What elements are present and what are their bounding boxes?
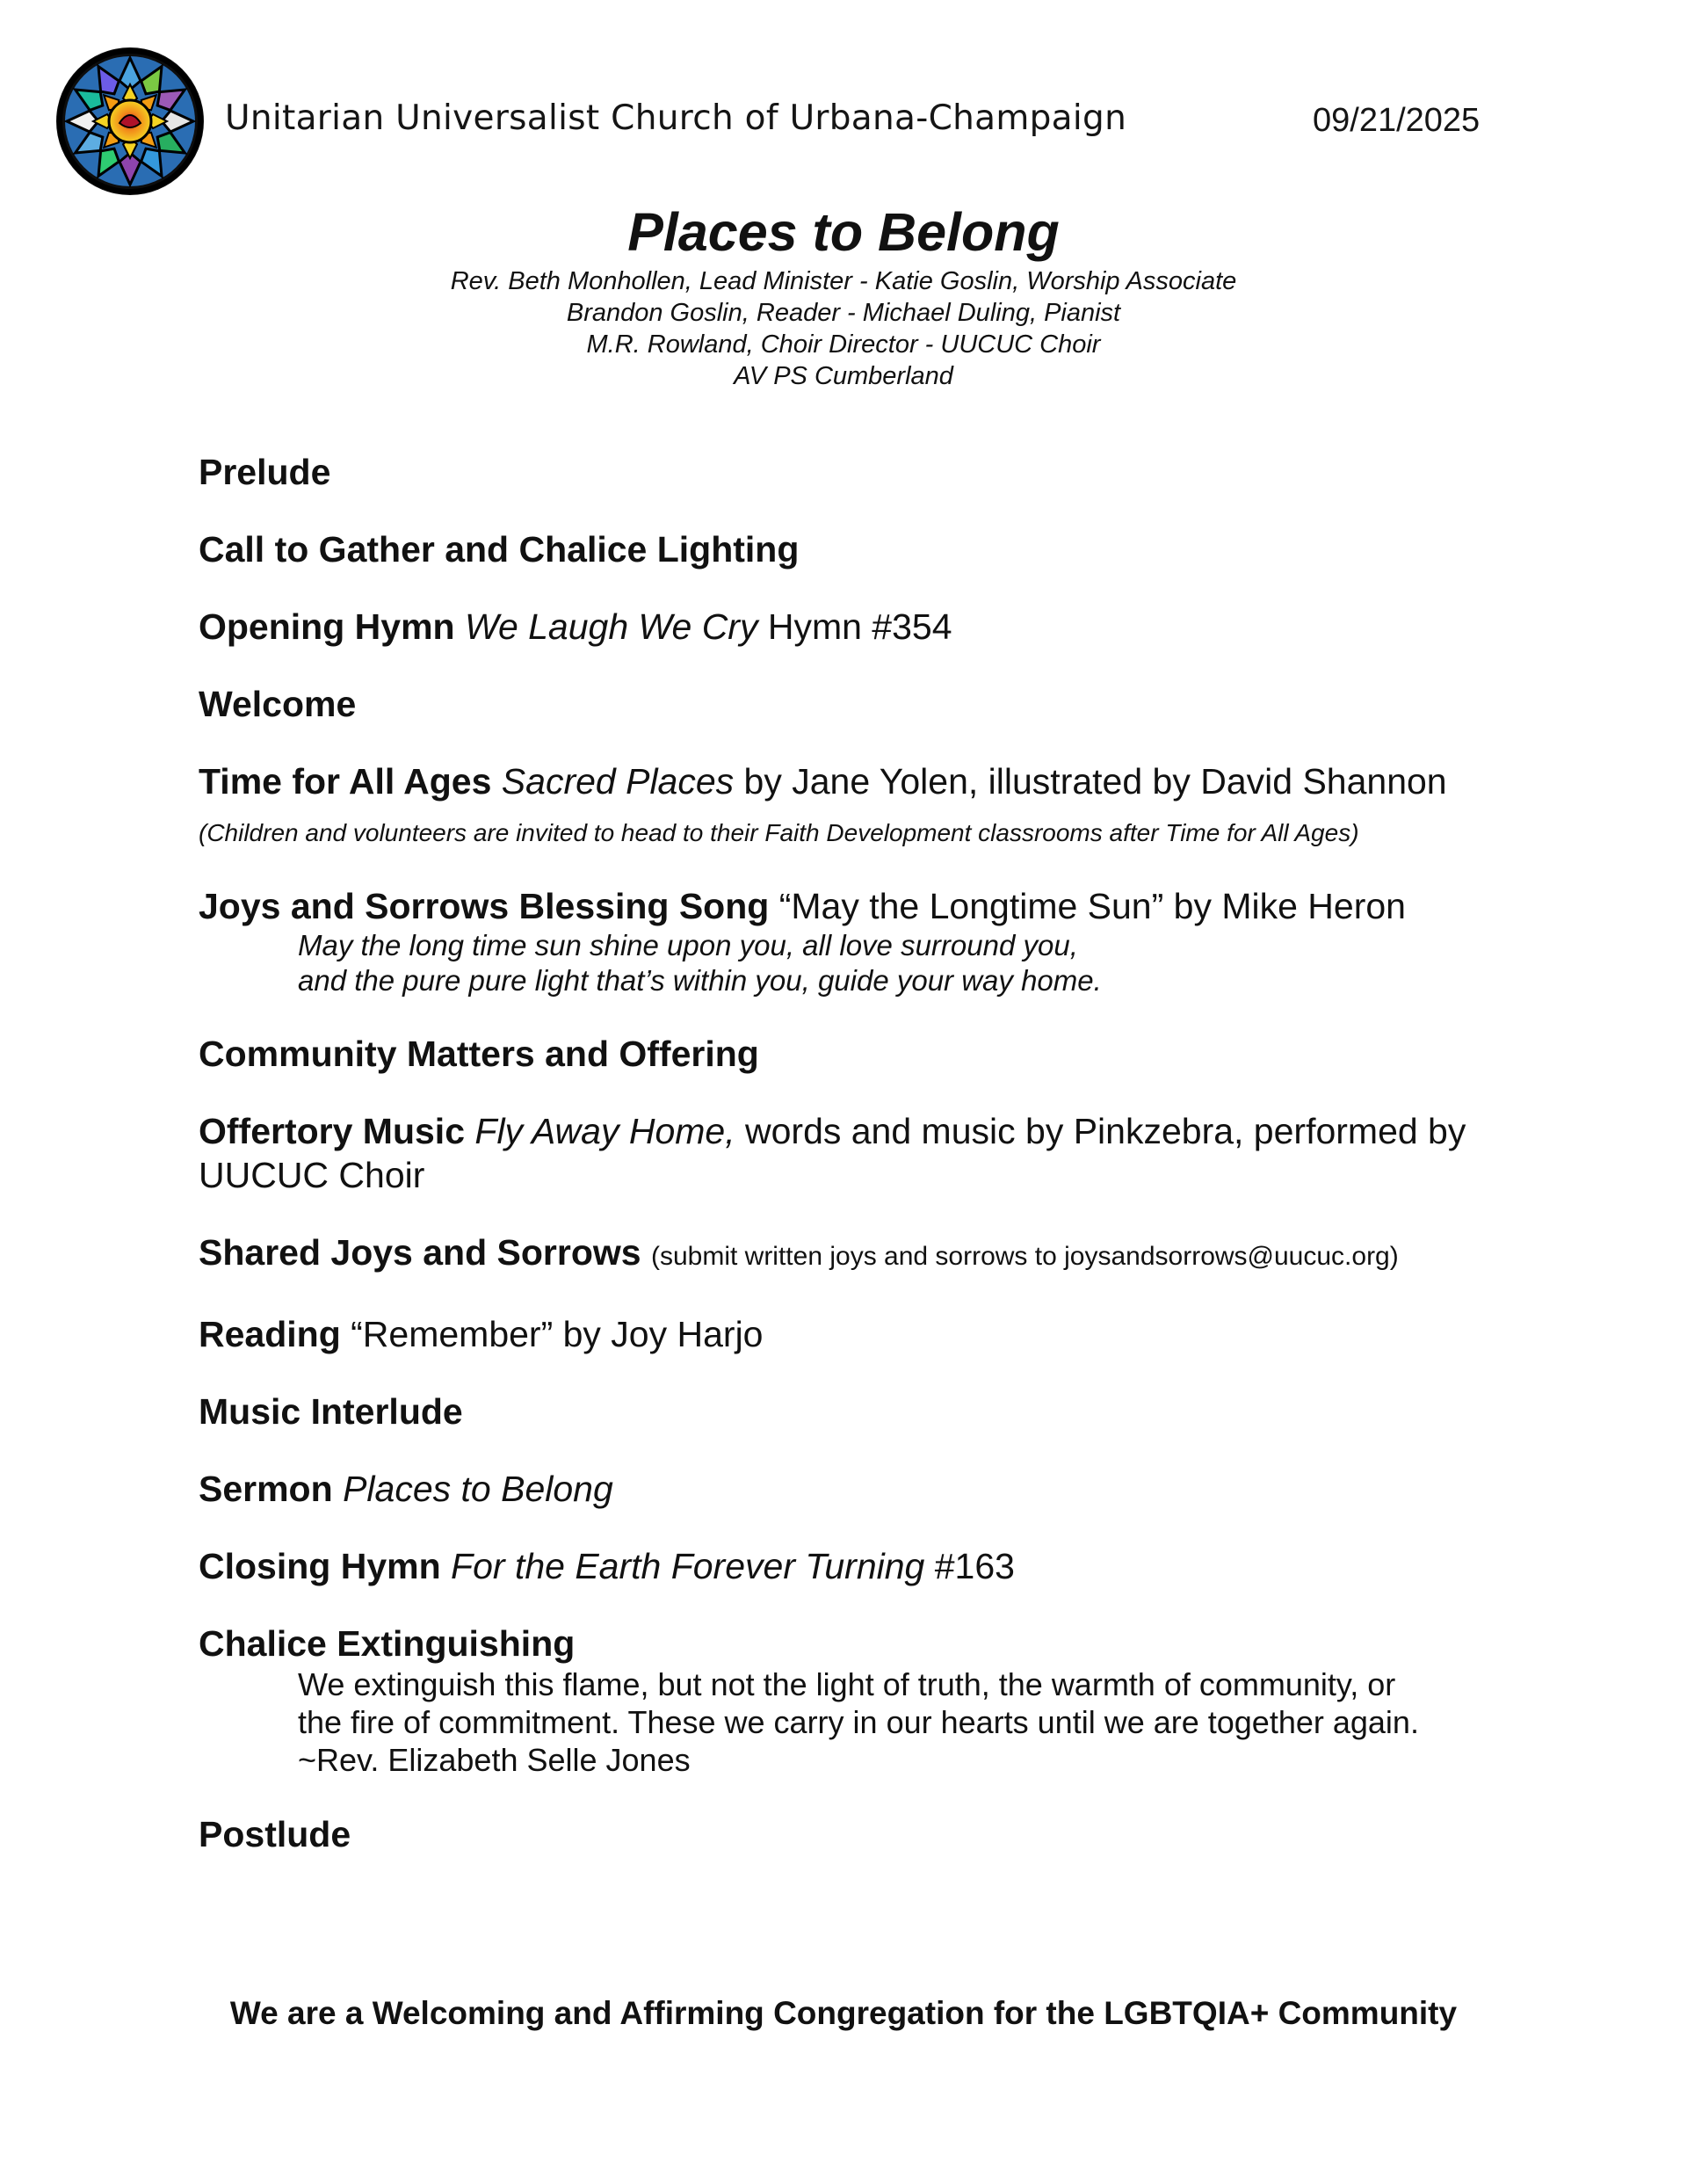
item-detail: Hymn #354: [757, 606, 952, 647]
item-detail: words and music by Pinkzebra, performed by UUCUC Choir: [199, 1111, 1466, 1195]
words-line: the fire of commitment. These we carry in our hearts until we are together again.: [298, 1704, 1419, 1740]
item-label: Reading: [199, 1314, 341, 1354]
service-item-closing-hymn: [199, 1544, 1499, 1588]
service-item-sermon: [199, 1467, 1499, 1511]
item-detail: by Jane Yolen, illustrated by David Shannon: [734, 761, 1447, 802]
item-label: Joys and Sorrows Blessing Song: [199, 886, 770, 926]
service-item-music-interlude: [199, 1389, 1499, 1433]
item-detail: “May the Longtime Sun” by Mike Heron: [769, 886, 1406, 926]
item-note: (Children and volunteers are invited to head to their Faith Development classrooms after Time for All Ages): [199, 819, 1359, 846]
service-item-chalice-extinguishing: [199, 1622, 1499, 1779]
church-name: Unitarian Universalist Church of Urbana-Champaign: [225, 98, 1127, 138]
service-item-time-for-all-ages: [199, 759, 1499, 851]
service-credits: [0, 265, 1687, 392]
title-block: [0, 199, 1687, 392]
lyrics-line: and the pure pure light that’s within you, guide your way home.: [298, 964, 1102, 997]
item-detail: “Remember” by Joy Harjo: [340, 1314, 764, 1354]
credits-line: Brandon Goslin, Reader - Michael Duling, Pianist: [566, 299, 1121, 327]
service-item-joys-song: [199, 884, 1499, 998]
item-label: Community Matters and Offering: [199, 1034, 759, 1074]
service-item-opening-hymn: [199, 605, 1499, 649]
item-work-title: Sacred Places: [501, 761, 735, 802]
service-item-shared-joys: [199, 1230, 1499, 1279]
credits-line: AV PS Cumberland: [734, 362, 953, 390]
service-item-reading: [199, 1312, 1499, 1356]
service-item-prelude: [199, 450, 1499, 494]
item-label: Music Interlude: [199, 1391, 463, 1432]
item-label: Chalice Extinguishing: [199, 1623, 576, 1664]
service-item-postlude: [199, 1812, 1499, 1856]
service-item-call-to-gather: [199, 527, 1499, 571]
item-work-title: Fly Away Home,: [474, 1111, 735, 1151]
item-work-title: Places to Belong: [343, 1469, 613, 1509]
item-label: Opening Hymn: [199, 606, 455, 647]
stained-glass-logo-icon: [54, 46, 206, 197]
words-line: We extinguish this flame, but not the light of truth, the warmth of community, or: [298, 1666, 1396, 1702]
item-label: Call to Gather and Chalice Lighting: [199, 529, 800, 570]
item-work-title: For the Earth Forever Turning: [451, 1546, 925, 1586]
item-label: Shared Joys and Sorrows: [199, 1232, 641, 1273]
credits-line: M.R. Rowland, Choir Director - UUCUC Choir: [586, 330, 1101, 359]
service-item-community-matters: [199, 1032, 1499, 1076]
words-attribution: ~Rev. Elizabeth Selle Jones: [298, 1742, 691, 1778]
welcoming-statement: We are a Welcoming and Affirming Congregation for the LGBTQIA+ Community: [229, 1995, 1458, 2031]
song-lyrics: [298, 928, 1499, 998]
item-detail: #163: [924, 1546, 1015, 1586]
item-detail: (submit written joys and sorrows to joysandsorrows@uucuc.org): [650, 1242, 1399, 1271]
item-label: Offertory Music: [199, 1111, 465, 1151]
lyrics-line: May the long time sun shine upon you, all love surround you,: [298, 929, 1078, 961]
credits-line: Rev. Beth Monhollen, Lead Minister - Katie Goslin, Worship Associate: [450, 267, 1237, 295]
service-date: 09/21/2025: [1313, 102, 1481, 139]
service-item-welcome: [199, 682, 1499, 726]
item-label: Sermon: [199, 1469, 333, 1509]
item-label: Closing Hymn: [199, 1546, 441, 1586]
extinguishing-words: [298, 1665, 1499, 1779]
item-label: Prelude: [199, 452, 331, 492]
item-work-title: We Laugh We Cry: [464, 606, 758, 647]
service-item-offertory: [199, 1109, 1499, 1197]
order-of-service: [199, 450, 1499, 1890]
service-title: Places to Belong: [627, 202, 1060, 262]
item-label: Welcome: [199, 684, 357, 724]
item-label: Time for All Ages: [199, 761, 492, 802]
item-label: Postlude: [199, 1814, 351, 1854]
